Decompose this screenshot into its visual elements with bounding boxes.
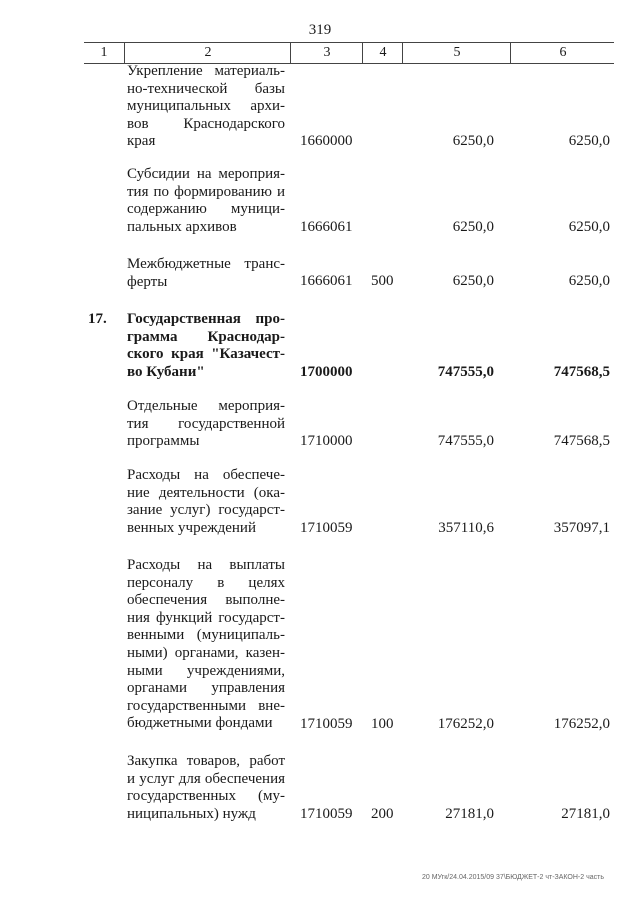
row-expense-type: 200 xyxy=(371,806,394,822)
header-col-6: 6 xyxy=(510,43,615,63)
row-description: Отдельные мероприя- тия государственной программы xyxy=(127,398,285,450)
row-code: 1666061 xyxy=(300,219,353,235)
row-value-2016: 747568,5 xyxy=(553,433,610,449)
row-number: 17. xyxy=(88,311,107,327)
footer-reference: 20 МУгк/24.04.2015/09 37\БЮДЖЕТ-2 чт-ЗАКОН-2 часть xyxy=(421,874,604,881)
row-description: Закупка товаров, работ и услуг для обеспечения государственных (му- ниципальных) нужд xyxy=(127,753,285,822)
row-value-2016: 6250,0 xyxy=(568,273,610,289)
row-value-2015: 6250,0 xyxy=(452,273,494,289)
row-value-2016: 747568,5 xyxy=(553,364,610,380)
header-col-3: 3 xyxy=(290,43,363,63)
row-value-2015: 6250,0 xyxy=(452,133,494,149)
row-description: Расходы на обеспече- ние деятельности (ока- зание услуг) государст- венных учреждений xyxy=(127,467,285,536)
row-value-2015: 6250,0 xyxy=(452,219,494,235)
row-description: Межбюджетные транс- ферты xyxy=(127,256,285,290)
row-value-2016: 176252,0 xyxy=(553,716,610,732)
row-value-2015: 27181,0 xyxy=(445,806,494,822)
page-number: 319 xyxy=(308,22,332,38)
row-value-2016: 27181,0 xyxy=(561,806,610,822)
header-col-5: 5 xyxy=(402,43,511,63)
row-code: 1660000 xyxy=(300,133,353,149)
row-value-2015: 747555,0 xyxy=(437,364,494,380)
row-value-2016: 6250,0 xyxy=(568,133,610,149)
row-description: Укрепление материаль- но-технической базы муниципальных архи- вов Краснодарского края xyxy=(127,63,285,150)
row-description: Расходы на выплаты персоналу в целях обеспечения выполне- ния функций государст- венными (муниципаль- ными) органами, казен- ными учреждениями, органами управления государственными вне- бюджетными фондами xyxy=(127,557,285,732)
row-code: 1710059 xyxy=(300,716,353,732)
row-value-2015: 176252,0 xyxy=(437,716,494,732)
row-value-2016: 357097,1 xyxy=(553,520,610,536)
row-code: 1710000 xyxy=(300,433,353,449)
row-code: 1666061 xyxy=(300,273,353,289)
row-code: 1710059 xyxy=(300,520,353,536)
row-code: 1700000 xyxy=(300,364,353,380)
header-col-2: 2 xyxy=(124,43,291,63)
table-header xyxy=(84,42,614,64)
row-description: Государственная про- грамма Краснодар- ского края "Казачест- во Кубани" xyxy=(127,311,285,380)
row-code: 1710059 xyxy=(300,806,353,822)
row-value-2015: 357110,6 xyxy=(438,520,494,536)
row-expense-type: 500 xyxy=(371,273,394,289)
row-expense-type: 100 xyxy=(371,716,394,732)
header-col-4: 4 xyxy=(362,43,403,63)
row-value-2015: 747555,0 xyxy=(437,433,494,449)
row-value-2016: 6250,0 xyxy=(568,219,610,235)
header-col-1: 1 xyxy=(100,45,108,60)
row-description: Субсидии на мероприя- тия по формированию и содержанию муници- пальных архивов xyxy=(127,166,285,235)
